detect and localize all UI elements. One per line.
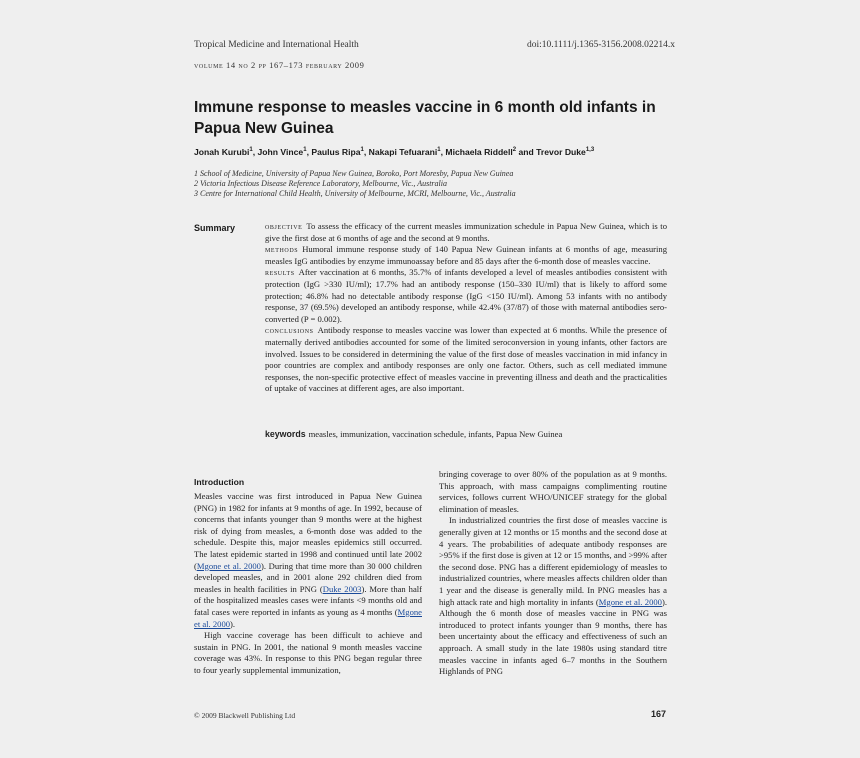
- author-sep: ,: [440, 147, 446, 157]
- summary-methods: [265, 244, 667, 267]
- citation-link[interactable]: Duke 2003: [322, 583, 362, 594]
- paragraph-text: Measles vaccine was first introduced in Papua New Guinea (PNG) in 1982 for infants at 9 months of age. In 1992, because of concerns that infants younger than 9 months were at the highest risk of dying from measles, a 6-month dose was added to the schedule. Despite this, major measles epidemics still occurred. The latest epidemic started in 1998 and continued until late 2002 (: [194, 491, 422, 571]
- affiliation-2: 2 Victoria Infectious Disease Reference Laboratory, Melbourne, Vic., Australia: [194, 179, 447, 188]
- keywords-label: keywords: [265, 429, 306, 439]
- methods-text: Humoral immune response study of 140 Papua New Guinean infants at 6 months of age, measuring measles IgG antibodies by enzyme immunoassay before and 85 days after the 6-month dose of measles vaccine.: [265, 244, 667, 266]
- author-affil-sup: 1: [249, 147, 253, 154]
- objective-label: objective: [265, 221, 303, 231]
- results-label: results: [265, 267, 295, 278]
- summary-conclusions: [265, 325, 667, 395]
- author-affil-sup: 2: [512, 147, 517, 154]
- author-sep: ,: [252, 147, 258, 157]
- summary-label: Summary: [194, 223, 236, 233]
- journal-name: Tropical Medicine and International Health: [194, 40, 359, 50]
- author-affil-sup: 1: [437, 147, 441, 154]
- affiliation-1: 1 School of Medicine, University of Papua New Guinea, Boroko, Port Moresby, Papua New Guinea: [194, 169, 514, 178]
- intro-paragraph-1: [194, 491, 422, 630]
- body-column-right: [439, 469, 667, 678]
- article-title: Immune response to measles vaccine in 6 month old infants in Papua New Guinea: [194, 99, 656, 137]
- introduction-heading: Introduction: [194, 477, 245, 487]
- conclusions-label: conclusions: [265, 325, 314, 336]
- paragraph-text: ). Although the 6 month dose of measles vaccine in PNG was introduced to protect infants younger than 9 months, there has been uncertainty about the efficacy and effectiveness of such an approach. A small study in the late 1980s using standard titre measles vaccine in infants aged 6–7 months in the Southern Highlands of PNG: [439, 596, 667, 677]
- summary-results: [265, 267, 667, 325]
- author-name: Michaela Riddell: [445, 147, 513, 157]
- doi[interactable]: doi:10.1111/j.1365-3156.2008.02214.x: [527, 40, 676, 50]
- author-affil-sup: 1,3: [585, 147, 595, 154]
- author-name: Jonah Kurubi: [194, 147, 250, 157]
- author-affil-sup: 1: [303, 147, 307, 154]
- volume-line: volume 14 no 2 pp 167–173 february 2009: [194, 60, 365, 70]
- citation-link[interactable]: Mgone et al. 2000: [196, 560, 261, 571]
- author-sep: ,: [306, 147, 312, 157]
- summary-abstract: [265, 221, 667, 395]
- body-column-left: [194, 491, 422, 677]
- author-sep: ,: [363, 147, 369, 157]
- objective-text: To assess the efficacy of the current measles immunization schedule in Papua New Guinea, which is to give the first dose at 6 months of age and the second at 9 months.: [265, 221, 667, 243]
- summary-objective: [265, 221, 667, 244]
- author-sep: and: [516, 147, 537, 157]
- keywords-text: measles, immunization, vaccination schedule, infants, Papua New Guinea: [308, 429, 563, 439]
- citation-link[interactable]: Mgone et al. 2000: [598, 596, 662, 607]
- author-name: Nakapi Tefuarani: [368, 147, 438, 157]
- intro-paragraph-3: bringing coverage to over 80% of the population as at 9 months. This approach, with mass campaigns complimenting routine services, follows current WHO/UNICEF strategy for the global elimination of measles.: [439, 469, 667, 514]
- intro-paragraph-4: [439, 515, 667, 677]
- methods-label: methods: [265, 244, 299, 255]
- intro-paragraph-2: High vaccine coverage has been difficult to achieve and sustain in PNG. In 2001, the national 9 month measles vaccine coverage was 43%. In response to this PNG began regular three to four yearly supplemental immunization,: [194, 630, 422, 675]
- copyright: © 2009 Blackwell Publishing Ltd: [194, 711, 296, 720]
- paragraph-text: ). More than half of the hospitalized measles cases were infants <9 months old and fatal cases were reported in infants as young as 4 months (: [194, 583, 423, 617]
- author-name: John Vince: [257, 147, 304, 157]
- page-number: 167: [651, 709, 667, 719]
- keywords: [265, 429, 667, 439]
- citation-link[interactable]: Mgone et al. 2000: [194, 606, 422, 629]
- author-name: Trevor Duke: [536, 147, 586, 157]
- paragraph-text: ).: [230, 618, 236, 629]
- author-name: Paulus Ripa: [311, 147, 361, 157]
- paragraph-text: In industrialized countries the first dose of measles vaccine is generally given at 12 months or 15 months and the second dose at 4 years. The probabilities of adequate antibody responses are >95% if the first dose is given at 12 or 15 months, and >99% after the second dose. PNG has a different epidemiology of measles to industrialized countries, where measles affects children older than 1 year and the disease is generally mild. In PNG measles has a high attack rate and high mortality in infants (: [439, 515, 667, 607]
- author-list: [194, 147, 674, 157]
- affiliation-3: 3 Centre for International Child Health, University of Melbourne, MCRI, Melbourne, Vic., Australia: [194, 189, 516, 198]
- results-text: After vaccination at 6 months, 35.7% of infants developed a level of measles antibodies consistent with protection (IgG >330 IU/ml); 17.7% had an antibody response (150–330 IU/ml) that is likely to afford some protection; 46.8% had no detectable antibody response (IgG <150 IU/ml). Among 53 infants with no antibody response, 37 (69.5%) developed an antibody response, while 42.4% (37/87) of those with maternal antibodies sero-converted (P = 0.002).: [265, 267, 667, 324]
- conclusions-text: Antibody response to measles vaccine was lower than expected at 6 months. While the presence of maternally derived antibodies accounted for some of the limited seroconversion in young infants, other factors are involved. Issues to be considered in determining the value of the first dose of measles vaccination in mid infancy in poor countries are complex and antibody responses are only one factor. Others, such as cell mediated immune responses, the non-specific protective effect of measles vaccine in preventing illness and death and the practicalities of uptake of vaccines at different ages, are also important.: [265, 325, 667, 394]
- paragraph-text: ). During that time more than 30 000 children developed measles, and in 2001 alone 292 children died from measles in health facilities in PNG (: [194, 560, 422, 594]
- author-affil-sup: 1: [360, 147, 364, 154]
